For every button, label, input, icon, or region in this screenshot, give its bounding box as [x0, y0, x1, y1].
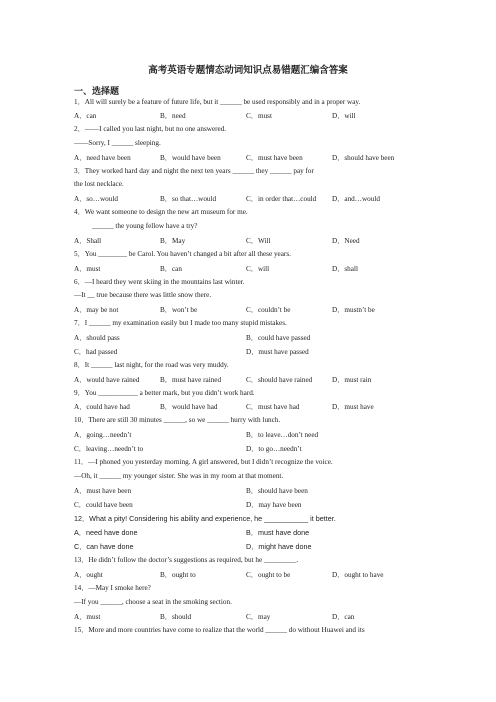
q2-option-d[interactable]: D．should have been: [332, 154, 395, 162]
q12-option-b[interactable]: B．must have done: [246, 528, 310, 537]
q8-option-c[interactable]: C．should have rained: [246, 376, 313, 384]
q13-option-a[interactable]: A．ought: [74, 571, 103, 579]
q6-option-a[interactable]: A．may be not: [74, 306, 119, 314]
q11-option-d[interactable]: D．may have been: [246, 501, 302, 509]
question-1: 1．All will surely be a feature of future life, but it ______ be used responsibly and in a proper way.: [74, 98, 361, 106]
q8-option-d[interactable]: D．must rain: [332, 376, 372, 384]
q3-option-a[interactable]: A．so…would: [74, 195, 118, 203]
question-13: 13．He didn’t follow the doctor’s suggestions as required, but he _________.: [74, 556, 299, 564]
q7-option-c[interactable]: C．had passed: [74, 348, 118, 356]
q4-option-a[interactable]: A．Shall: [74, 237, 102, 245]
q6-option-d[interactable]: D．mustn’t be: [332, 306, 375, 314]
q2-option-a[interactable]: A．need have been: [74, 154, 131, 162]
q3-option-d[interactable]: D．and…would: [332, 195, 380, 203]
q12-option-a[interactable]: A．need have done: [74, 528, 138, 537]
q1-option-b[interactable]: B．need: [160, 112, 186, 120]
q13-option-d[interactable]: D．ought to have: [332, 571, 384, 579]
q2-option-c[interactable]: C．must have been: [246, 154, 303, 162]
question-7: 7．I ______ my examination easily but I made too many stupid mistakes.: [74, 319, 287, 327]
q11-option-a[interactable]: A．must have been: [74, 487, 132, 495]
q14-option-c[interactable]: C．may: [246, 613, 271, 621]
question-6-line-2: —It __ true because there was little snow there.: [74, 291, 212, 299]
q7-option-a[interactable]: A．should pass: [74, 334, 120, 342]
question-15: 15．More and more countries have come to realize that the world ______ do without Huawei and its: [74, 626, 365, 634]
q4-option-b[interactable]: B．May: [160, 237, 186, 245]
q10-option-b[interactable]: B．to leave…don’t need: [246, 431, 319, 439]
q10-option-c[interactable]: C．leaving…needn’t to: [74, 445, 144, 453]
question-2-line-2: ——Sorry, I ______ sleeping.: [74, 139, 161, 147]
section-heading: 一、选择题: [74, 86, 120, 96]
q8-option-b[interactable]: B．must have rained: [160, 376, 222, 384]
q1-option-a[interactable]: A．can: [74, 112, 97, 120]
q5-option-c[interactable]: C．will: [246, 265, 270, 273]
question-5: 5．You ________ be Carol. You haven’t changed a bit after all these years.: [74, 250, 291, 258]
q5-option-a[interactable]: A．must: [74, 265, 101, 273]
q1-option-c[interactable]: C．must: [246, 112, 272, 120]
q9-option-a[interactable]: A．could have had: [74, 403, 130, 411]
question-2: 2．——I called you last night, but no one answered.: [74, 125, 227, 133]
q12-option-c[interactable]: C．can have done: [74, 542, 134, 551]
q12-option-d[interactable]: D．might have done: [246, 542, 312, 551]
question-9: 9．You ___________ a better mark, but you didn’t work hard.: [74, 389, 255, 397]
q14-option-b[interactable]: B．should: [160, 613, 192, 621]
q2-option-b[interactable]: B．would have been: [160, 154, 221, 162]
q14-option-a[interactable]: A．must: [74, 613, 101, 621]
q9-option-c[interactable]: C．must have had: [246, 403, 300, 411]
q9-option-d[interactable]: D．must have: [332, 403, 374, 411]
q7-option-d[interactable]: D．must have passed: [246, 348, 309, 356]
question-12: 12．What a pity! Considering his ability and experience, he ___________ it better.: [74, 514, 336, 523]
q11-option-c[interactable]: C．could have been: [74, 501, 133, 509]
question-14-line-2: —If you ______, choose a seat in the smoking section.: [74, 598, 232, 606]
page-title: 高考英语专题情态动词知识点易错题汇编含答案: [148, 66, 348, 76]
question-10: 10．There are still 30 minutes ______, so we ______ hurry with lunch.: [74, 416, 281, 424]
q5-option-d[interactable]: D．shall: [332, 265, 358, 273]
question-8: 8．It ______ last night, for the road was very muddy.: [74, 361, 229, 369]
q13-option-c[interactable]: C．ought to be: [246, 571, 291, 579]
q4-option-d[interactable]: D．Need: [332, 237, 360, 245]
q3-option-c[interactable]: C．in order that…could: [246, 195, 317, 203]
q4-option-c[interactable]: C．Will: [246, 237, 271, 245]
q11-option-b[interactable]: B．should have been: [246, 487, 308, 495]
question-3: 3．They worked hard day and night the next ten years ______ they ______ pay for: [74, 167, 314, 175]
q14-option-d[interactable]: D．can: [332, 613, 355, 621]
q7-option-b[interactable]: B．could have passed: [246, 334, 311, 342]
q10-option-a[interactable]: A．going…needn’t: [74, 431, 132, 439]
q8-option-a[interactable]: A．would have rained: [74, 376, 140, 384]
question-11: 11．—I phoned you yesterday morning. A girl answered, but I didn’t recognize the voice.: [74, 458, 333, 466]
q6-option-c[interactable]: C．couldn’t be: [246, 306, 291, 314]
question-4-line-2: ______ the young fellow have a try?: [92, 222, 198, 230]
q5-option-b[interactable]: B．can: [160, 265, 182, 273]
q1-option-d[interactable]: D．will: [332, 112, 356, 120]
question-14: 14．—May I smoke here?: [74, 584, 151, 592]
q6-option-b[interactable]: B．won’t be: [160, 306, 198, 314]
q9-option-b[interactable]: B．would have had: [160, 403, 218, 411]
q10-option-d[interactable]: D．to go…needn’t: [246, 445, 302, 453]
question-3-line-2: the lost necklace.: [74, 180, 124, 188]
question-11-line-2: —Oh, it ______ my younger sister. She was in my room at that moment.: [74, 472, 284, 480]
question-6: 6．—I heard they went skiing in the mountains last winter.: [74, 278, 245, 286]
q13-option-b[interactable]: B．ought to: [160, 571, 196, 579]
q3-option-b[interactable]: B．so that…would: [160, 195, 217, 203]
question-4: 4．We want someone to design the new art museum for me.: [74, 208, 248, 216]
